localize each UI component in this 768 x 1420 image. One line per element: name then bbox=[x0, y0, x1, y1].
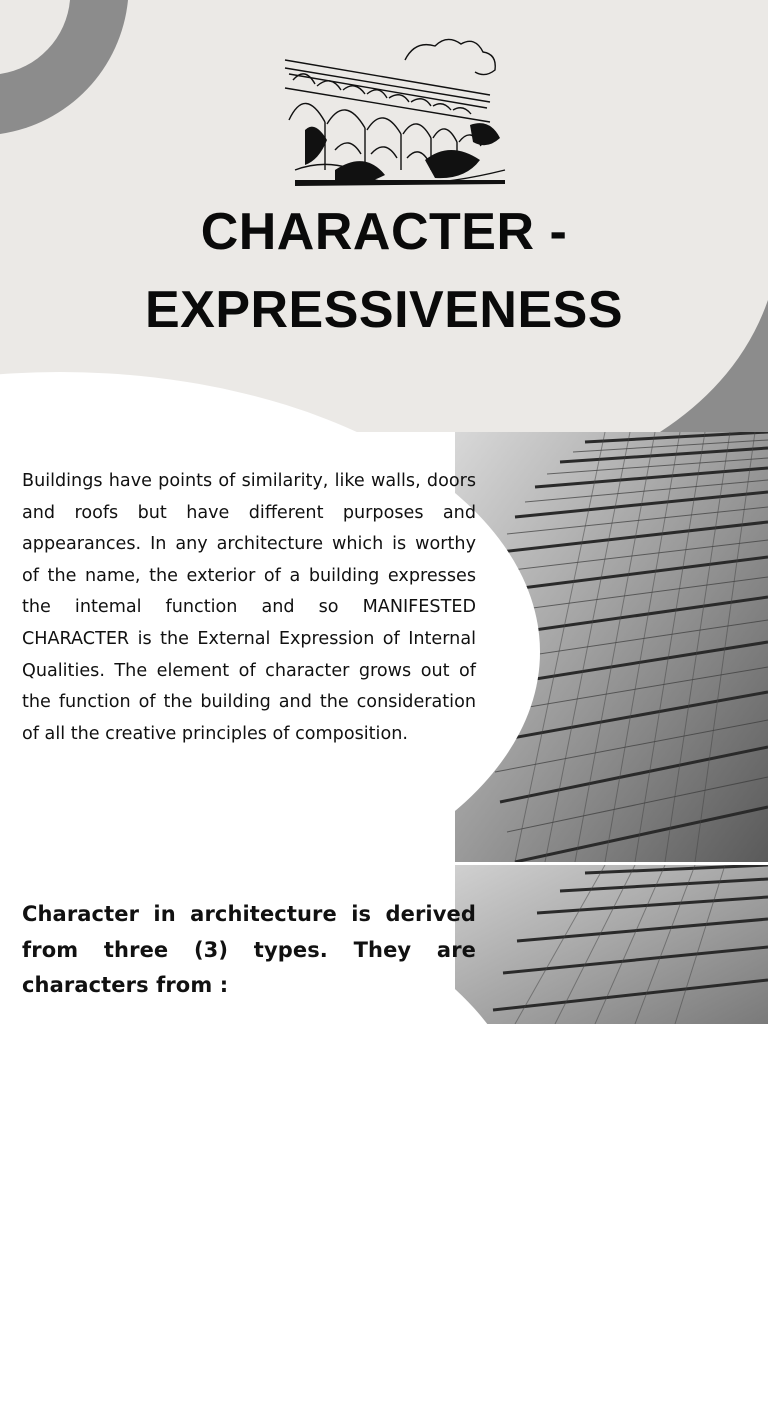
body-paragraph-2: Character in architecture is derived from three (3) types. They are characters from : bbox=[22, 902, 476, 997]
building-facade-photo-2 bbox=[455, 865, 768, 1024]
body-paragraph-1: Buildings have points of similarity, like walls, doors and roofs but have different purposes and appearances. In any architecture which is worthy of the name, the exterior of a building expresses the intemal function and so MANIFESTED CHARACTER is the External Expression of Internal Qualities. The element of character grows out of the function of the building and the consideration of all the creative principles of composition. bbox=[22, 471, 476, 744]
page-title-line1: CHARACTER - bbox=[200, 203, 568, 261]
page-title-line2: EXPRESSIVENESS bbox=[144, 281, 624, 339]
header-panel bbox=[0, 0, 768, 432]
aqueduct-sketch-icon bbox=[275, 30, 515, 200]
